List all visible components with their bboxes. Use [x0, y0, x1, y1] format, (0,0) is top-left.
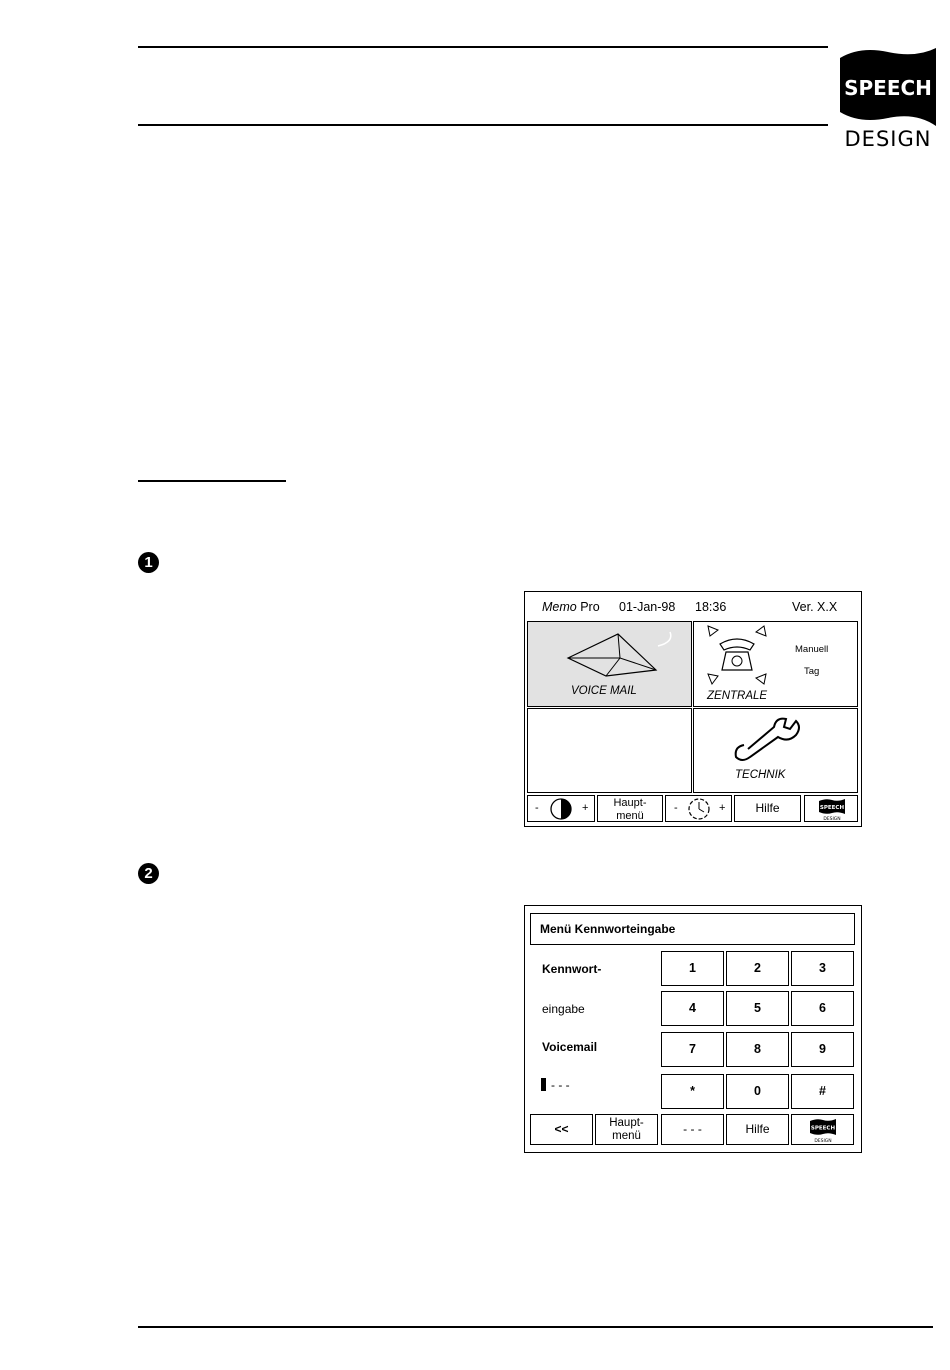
logo-bottom-text: DESIGN: [844, 127, 932, 151]
key-0[interactable]: 0: [726, 1074, 789, 1109]
header-rule-bottom: [138, 124, 828, 126]
key-9[interactable]: 9: [791, 1032, 854, 1067]
key-3[interactable]: 3: [791, 951, 854, 986]
key-star[interactable]: *: [661, 1074, 724, 1109]
password-label-line2: eingabe: [542, 1002, 585, 1016]
password-label-line3: Voicemail: [542, 1040, 598, 1054]
technik-label: TECHNIK: [735, 769, 786, 781]
main-menu-button-bar: [527, 795, 859, 822]
svg-text:DESIGN: DESIGN: [814, 1139, 832, 1143]
time-display: 18:36: [695, 600, 727, 614]
speech-design-logo: [840, 46, 936, 151]
svg-text:SPEECH: SPEECH: [810, 1125, 836, 1132]
key-7[interactable]: 7: [661, 1032, 724, 1067]
password-screen: [524, 905, 862, 1153]
key-2[interactable]: 2: [726, 951, 789, 986]
technik-tile[interactable]: [693, 708, 858, 793]
hauptmenu-button-2[interactable]: Haupt- menü: [595, 1114, 658, 1145]
key-hash[interactable]: #: [791, 1074, 854, 1109]
header-rule-top: [138, 46, 828, 48]
telephone-icon: [704, 624, 774, 688]
contrast-control[interactable]: - +: [527, 795, 595, 822]
voicemail-tile[interactable]: [527, 621, 692, 707]
zentrale-label: ZENTRALE: [707, 690, 768, 702]
key-1[interactable]: 1: [661, 951, 724, 986]
zentrale-mode: Manuell: [795, 644, 829, 655]
step-marker-2: 2: [138, 863, 159, 884]
logo-button-2[interactable]: [791, 1114, 854, 1145]
wrench-icon: [730, 713, 810, 765]
input-cursor: [541, 1078, 546, 1091]
logo-button[interactable]: [804, 795, 858, 822]
zentrale-tile[interactable]: [693, 621, 858, 707]
hilfe-button-2[interactable]: Hilfe: [726, 1114, 789, 1145]
input-placeholder-dashes: - - -: [551, 1078, 570, 1092]
footer-rule: [138, 1326, 933, 1328]
mini-logo-icon: [818, 797, 846, 821]
version-display: Ver. X.X: [792, 600, 838, 614]
zentrale-day: Tag: [804, 666, 820, 677]
key-8[interactable]: 8: [726, 1032, 789, 1067]
section-underline: [138, 480, 286, 482]
hauptmenu-button[interactable]: Haupt- menü: [597, 795, 663, 822]
clock-icon: [688, 798, 710, 820]
date-display: 01-Jan-98: [619, 600, 676, 614]
main-menu-screen: [524, 591, 862, 827]
status-bar: [525, 592, 861, 620]
mini-logo-icon-2: [809, 1117, 837, 1143]
logo-top-text: SPEECH: [844, 76, 932, 100]
back-button[interactable]: <<: [530, 1114, 593, 1145]
svg-text:SPEECH: SPEECH: [819, 805, 845, 811]
clock-control[interactable]: - +: [665, 795, 732, 822]
password-screen-title: Menü Kennworteingabe: [530, 913, 855, 945]
step-marker-1: 1: [138, 552, 159, 573]
product-name: Memo Pro: [542, 600, 600, 614]
envelope-icon: [558, 628, 678, 678]
svg-text:DESIGN: DESIGN: [823, 817, 841, 821]
contrast-icon: [550, 798, 572, 820]
key-6[interactable]: 6: [791, 991, 854, 1026]
password-label-line1: Kennwort-: [542, 962, 602, 976]
dashes-button[interactable]: - - -: [661, 1114, 724, 1145]
voicemail-label: VOICE MAIL: [571, 685, 637, 697]
key-4[interactable]: 4: [661, 991, 724, 1026]
empty-tile: [527, 708, 692, 793]
key-5[interactable]: 5: [726, 991, 789, 1026]
hilfe-button[interactable]: Hilfe: [734, 795, 801, 822]
